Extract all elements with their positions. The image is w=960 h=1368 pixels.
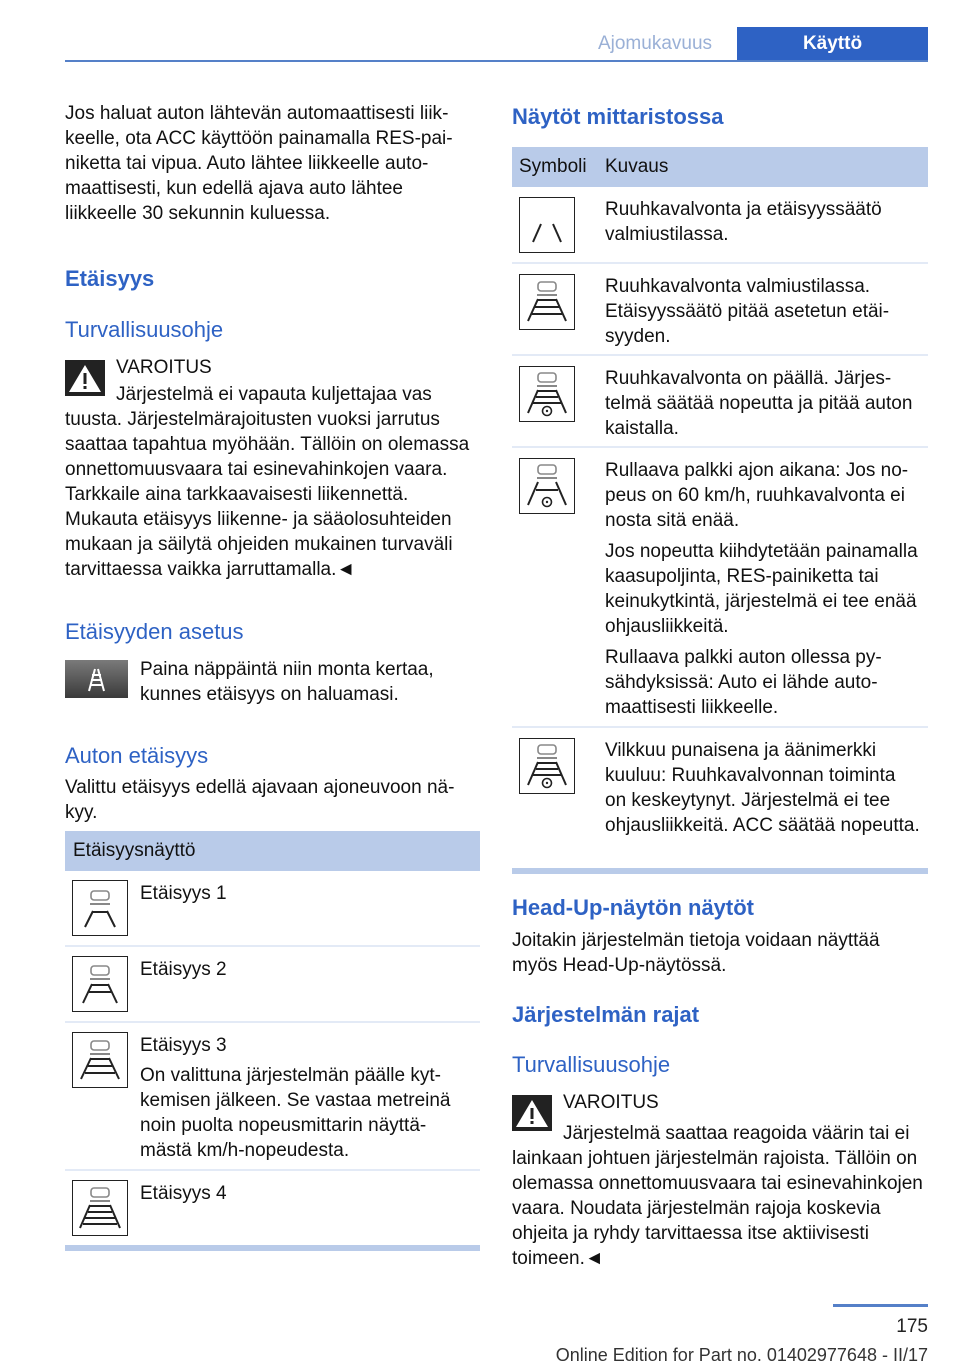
- distance-4-symbol-icon: [72, 1180, 128, 1236]
- car-distance-text: Valittu etäisyys edellä ajavaan ajoneuvoon näkyy.: [65, 777, 455, 823]
- footer-rule: [833, 1304, 928, 1307]
- table-row: [512, 448, 928, 728]
- standby-symbol-icon: [519, 197, 575, 253]
- header-chapter-tab: Käyttö: [737, 27, 928, 62]
- warning-block-left: [65, 355, 480, 582]
- symbol-description: Ruuhkavalvonta ja etäisyyssäätö valmiustilassa.: [605, 199, 882, 245]
- table-row: [65, 1023, 480, 1171]
- rolling-bar-icon: [519, 458, 575, 514]
- symbols-table: [512, 147, 928, 874]
- edition-footer: Online Edition for Part no. 01402977648 - II/17: [555, 1345, 928, 1365]
- distance-setting-text: Paina näppäintä niin monta kertaa, kunnes etäisyys on haluamasi.: [140, 659, 434, 705]
- traffic-jam-active-icon: [519, 366, 575, 422]
- rolling-bar-paragraph-2: Jos nopeutta kiihdytetään painamalla kaasupoljinta, RES-painiketta tai keinukytkintä, järjestelmä ei tee enää ohjausliikkeitä.: [605, 541, 918, 637]
- heading-head-up-display: Head-Up-näytön näytöt: [512, 895, 754, 920]
- distance-row-label: Etäisyys 4: [140, 1183, 227, 1204]
- distance-3-symbol-icon: [72, 1032, 128, 1088]
- distance-row-label: Etäisyys 3: [140, 1035, 227, 1056]
- distance-row-note: On valittuna järjestelmän päälle kytkemisen jälkeen. Se vastaa metreinä noin puolta nopeusmittarin näyttämästä km/h-nopeudesta.: [140, 1065, 451, 1161]
- heading-safety-right: Turvallisuusohje: [512, 1052, 671, 1077]
- distance-table-header: Etäisyysnäyttö: [65, 831, 480, 871]
- warning-first-line-right: Järjestelmä saattaa reagoida väärin tai ei: [563, 1123, 910, 1144]
- distance-table: [65, 831, 480, 1251]
- distance-2-symbol-icon: [72, 956, 128, 1012]
- warning-label-right: VAROITUS: [563, 1092, 659, 1113]
- symbol-description: [605, 458, 921, 720]
- header-section-title: Ajomukavuus: [597, 33, 713, 54]
- table-row: [512, 728, 928, 868]
- warning-triangle-icon: [512, 1095, 552, 1131]
- column-header-symbol: Symboli: [519, 156, 587, 177]
- warning-label-left: VAROITUS: [116, 357, 212, 378]
- warning-block-right: [512, 1090, 928, 1271]
- symbols-table-header: [512, 147, 928, 187]
- heading-distance: Etäisyys: [65, 266, 155, 291]
- heading-car-distance: Auton etäisyys: [65, 743, 209, 768]
- rolling-bar-paragraph-1: Rullaava palkki ajon aikana: Jos nopeus on 60 km/h, ruuhkavalvonta ei nosta sitä enää.: [605, 460, 909, 531]
- interrupted-warning-icon: [519, 738, 575, 794]
- warning-text-right: lainkaan johtuen järjestelmän rajoista. Tällöin on olemassa onnettomuusvaara tai esinevahinkojen vaara. Noudata järjestelmän rajoja koskevia ohjeita ja ryhdy tarvittaessa itse aktiivisesti toimeen.◄: [512, 1148, 923, 1269]
- warning-triangle-icon: [65, 360, 105, 396]
- heading-system-limits: Järjestelmän rajat: [512, 1002, 700, 1027]
- distance-row-label: Etäisyys 1: [140, 883, 227, 904]
- symbol-description: Ruuhkavalvonta valmiustilassa. Etäisyyssäätö pitää asetetun etäisyyden.: [605, 276, 890, 347]
- page-number: 175: [896, 1316, 928, 1337]
- head-up-display-text: Joitakin järjestelmän tietoja voidaan näyttää myös Head-Up-näytössä.: [512, 930, 880, 976]
- heading-instrument-displays: Näytöt mittaristossa: [512, 104, 724, 129]
- traffic-jam-standby-icon: [519, 274, 575, 330]
- warning-first-line-left: Järjestelmä ei vapauta kuljettajaa vas: [116, 384, 432, 405]
- distance-1-symbol-icon: [72, 880, 128, 936]
- symbol-description: Ruuhkavalvonta on päällä. Järjestelmä säätää nopeutta ja pitää auton kaistalla.: [605, 368, 913, 439]
- symbol-description: Vilkkuu punaisena ja äänimerkki kuuluu: Ruuhkavalvonnan toiminta on keskeytynyt. Järjestelmä ei tee ohjausliikkeitä. ACC säätää nopeutta.: [605, 740, 920, 836]
- column-header-description: Kuvaus: [605, 156, 669, 177]
- table-row: [65, 871, 480, 947]
- warning-text-left: tuusta. Järjestelmärajoitusten vuoksi jarrutus saattaa tapahtua myöhään. Tällöin on olemassa onnettomuusvaara tai esinevahinkojen vaara. Tarkkaile aina tarkkaavaisesti liikennettä. Mukauta etäisyys liikenne- ja sääolosuhteiden mukaan ja säilytä ohjeiden mukainen turvaväli tarvittaessa vaikka jarruttamalla.◄: [65, 409, 470, 580]
- distance-key-icon: [65, 660, 128, 698]
- header-rule: [65, 60, 928, 62]
- table-row: [512, 264, 928, 356]
- table-end-rule: [65, 1245, 480, 1251]
- rolling-bar-paragraph-3: Rullaava palkki auton ollessa pysähdyksissä: Auto ei lähde automaattisesti liikkeelle.: [605, 647, 882, 718]
- heading-distance-setting: Etäisyyden asetus: [65, 619, 244, 644]
- table-end-rule: [512, 868, 928, 874]
- intro-paragraph: Jos haluat auton lähtevän automaattisesti liikkeelle, ota ACC käyttöön painamalla RES-painiketta tai vipua. Auto lähtee liikkeelle automaattisesti, kun edellä ajava auto lähtee liikkeelle 30 sekunnin kuluessa.: [65, 103, 453, 224]
- table-row: [512, 356, 928, 448]
- left-column: [65, 101, 480, 226]
- table-row: [512, 187, 928, 264]
- table-row: [65, 947, 480, 1023]
- table-row: [65, 1171, 480, 1245]
- distance-row-label: Etäisyys 2: [140, 959, 227, 980]
- heading-safety-left: Turvallisuusohje: [65, 317, 224, 342]
